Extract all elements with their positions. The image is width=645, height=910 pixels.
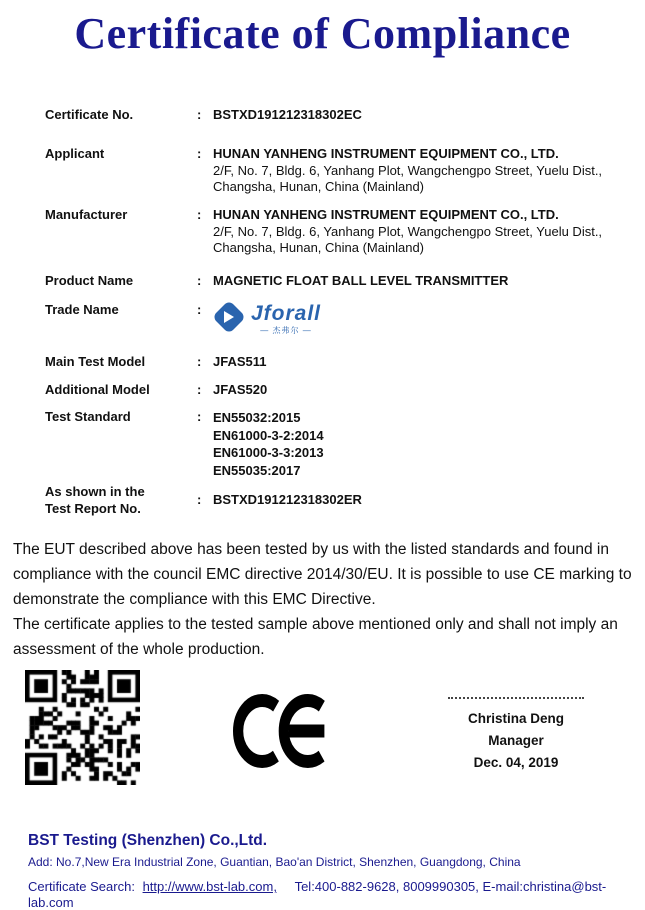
qr-code bbox=[25, 670, 140, 785]
test-standard-line-1: EN55032:2015 bbox=[213, 410, 301, 425]
test-standard-line-2: EN61000-3-2:2014 bbox=[213, 427, 324, 443]
signatory-role: Manager bbox=[488, 733, 544, 748]
colon-separator: : bbox=[197, 354, 202, 369]
test-report-no-value: BSTXD191212318302ER bbox=[213, 492, 362, 507]
product-name-value: MAGNETIC FLOAT BALL LEVEL TRANSMITTER bbox=[213, 273, 509, 288]
colon-separator: : bbox=[197, 492, 202, 507]
test-standard-value bbox=[213, 409, 635, 479]
manufacturer-label: Manufacturer bbox=[45, 207, 128, 222]
test-report-no-label bbox=[45, 484, 197, 517]
certificate-no-value: BSTXD191212318302EC bbox=[213, 107, 362, 122]
test-report-label-line-2: Test Report No. bbox=[45, 500, 141, 516]
field-row-test-report-no bbox=[45, 484, 635, 517]
colon-separator: : bbox=[197, 382, 202, 397]
brand-logo-icon bbox=[212, 300, 246, 334]
manufacturer-address-line-2: Changsha, Hunan, China (Mainland) bbox=[213, 240, 425, 255]
test-report-label-line-1: As shown in the bbox=[45, 484, 145, 499]
play-triangle-icon bbox=[224, 311, 234, 323]
applicant-address-line-1: 2/F, No. 7, Bldg. 6, Yanhang Plot, Wangchengpo Street, Yuelu Dist., bbox=[213, 162, 603, 178]
field-row-manufacturer bbox=[45, 207, 635, 257]
main-test-model-label: Main Test Model bbox=[45, 354, 146, 369]
trade-name-value bbox=[213, 302, 635, 335]
applicant-label: Applicant bbox=[45, 146, 105, 161]
manufacturer-address-line-1: 2/F, No. 7, Bldg. 6, Yanhang Plot, Wangchengpo Street, Yuelu Dist., bbox=[213, 223, 603, 239]
footer-contact-line bbox=[28, 879, 637, 910]
brand-logo-wordmark bbox=[251, 302, 321, 335]
colon-separator: : bbox=[197, 302, 202, 317]
manufacturer-value bbox=[213, 207, 635, 257]
field-row-applicant bbox=[45, 146, 635, 196]
statement-paragraph-1: The EUT described above has been tested by us with the listed standards and found in compliance with the council EMC directive 2014/30/EU. It is possible to use CE marking to demonstrate the compliance with this EMC Directive. bbox=[13, 541, 632, 608]
applicant-address-line-2: Changsha, Hunan, China (Mainland) bbox=[213, 179, 425, 194]
brand-logo-text: Jforall bbox=[251, 302, 322, 325]
field-row-test-standard bbox=[45, 409, 635, 479]
footer bbox=[28, 832, 637, 910]
colon-separator: : bbox=[197, 273, 202, 288]
signature-divider bbox=[448, 697, 584, 699]
ce-mark-icon bbox=[233, 694, 337, 768]
test-standard-line-4: EN55035:2017 bbox=[213, 462, 301, 478]
field-row-product-name bbox=[45, 273, 635, 289]
applicant-company-name: HUNAN YANHENG INSTRUMENT EQUIPMENT CO., LTD. bbox=[213, 146, 559, 161]
field-row-trade-name bbox=[45, 302, 635, 335]
applicant-value bbox=[213, 146, 635, 196]
colon-separator: : bbox=[197, 409, 202, 424]
brand-logo bbox=[213, 302, 635, 335]
test-standard-line-3: EN61000-3-3:2013 bbox=[213, 445, 324, 460]
footer-company-name: BST Testing (Shenzhen) Co.,Ltd. bbox=[28, 832, 268, 849]
additional-model-label: Additional Model bbox=[45, 382, 150, 397]
field-row-main-test-model bbox=[45, 354, 635, 370]
footer-address: Add: No.7,New Era Industrial Zone, Guantian, Bao'an District, Shenzhen, Guangdong, China bbox=[28, 855, 521, 869]
signature-block bbox=[448, 697, 584, 774]
signatory-name: Christina Deng bbox=[467, 711, 564, 726]
certificate-search-link[interactable]: http://www.bst-lab.com, bbox=[142, 879, 277, 894]
manufacturer-company-name: HUNAN YANHENG INSTRUMENT EQUIPMENT CO., LTD. bbox=[213, 207, 559, 222]
field-row-additional-model bbox=[45, 382, 635, 398]
signature-date: Dec. 04, 2019 bbox=[473, 755, 559, 770]
product-name-label: Product Name bbox=[45, 273, 134, 288]
footer-contact: Tel:400-882-9628, 8009990305, E-mail:christina@bst-lab.com bbox=[28, 879, 607, 910]
page-title: Certificate of Compliance bbox=[74, 9, 571, 58]
certificate-no-label: Certificate No. bbox=[45, 107, 134, 122]
statement-paragraph-2: The certificate applies to the tested sample above mentioned only and shall not imply an assessment of the whole production. bbox=[13, 616, 618, 658]
additional-model-value: JFAS520 bbox=[213, 382, 268, 397]
colon-separator: : bbox=[197, 146, 202, 161]
compliance-statement bbox=[13, 537, 634, 662]
test-standard-label: Test Standard bbox=[45, 409, 131, 424]
colon-separator: : bbox=[197, 207, 202, 222]
brand-logo-subtext: — 杰弗尔 — bbox=[260, 326, 312, 335]
certificate-search-label: Certificate Search: bbox=[28, 879, 135, 894]
field-row-certificate-no bbox=[45, 107, 635, 123]
colon-separator: : bbox=[197, 107, 202, 122]
trade-name-label: Trade Name bbox=[45, 302, 119, 317]
main-test-model-value: JFAS511 bbox=[213, 354, 267, 369]
